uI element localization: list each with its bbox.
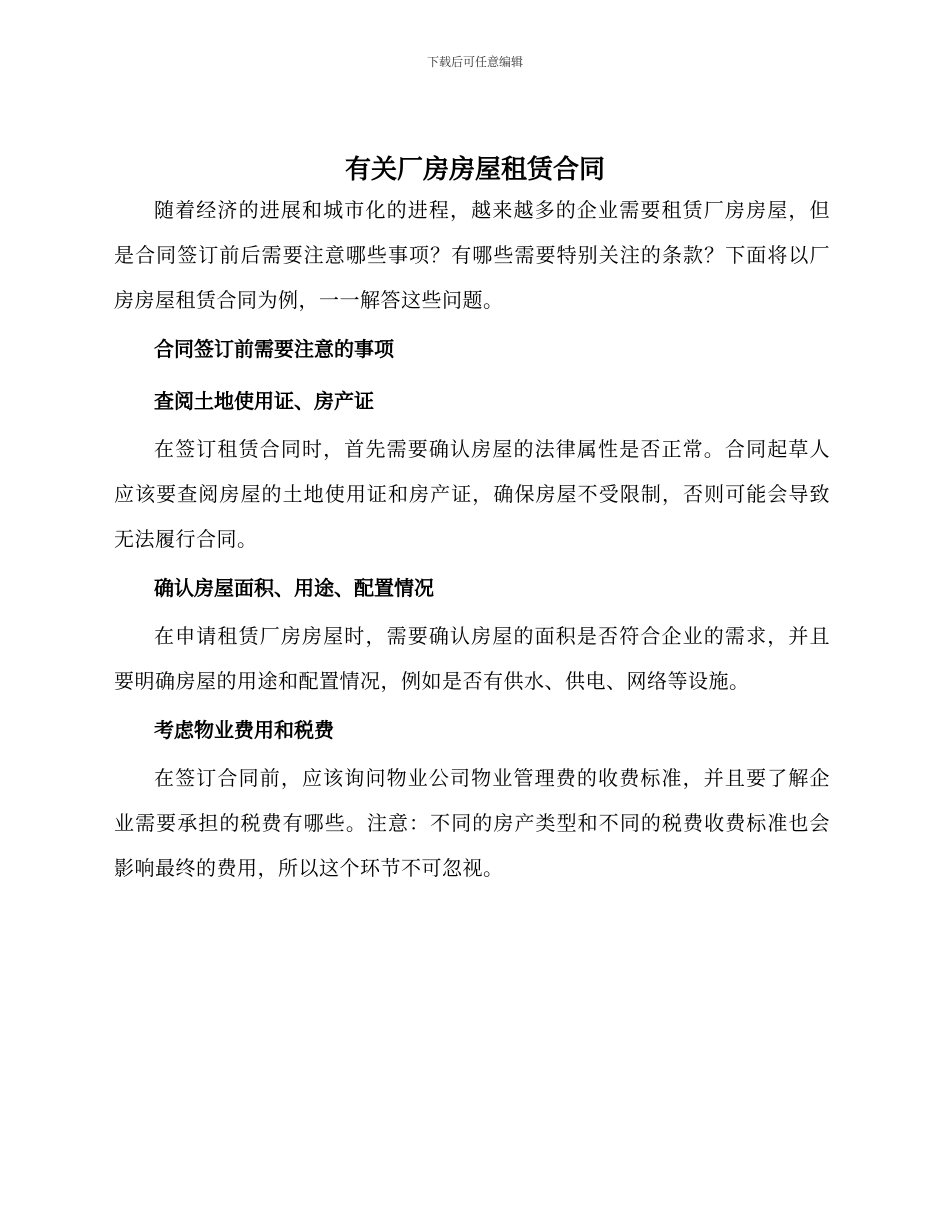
paragraph-area-usage: 在申请租赁厂房房屋时，需要确认房屋的面积是否符合企业的需求，并且要明确房屋的用途和配置情况，例如是否有供水、供电、网络等设施。 [114, 624, 830, 693]
document-title: 有关厂房房屋租赁合同 [344, 155, 605, 185]
section-heading-area-usage: 确认房屋面积、用途、配置情况 [154, 576, 434, 600]
intro-paragraph: 随着经济的进展和城市化的进程，越来越多的企业需要租赁厂房房屋，但是合同签订前后需要注意哪些事项？有哪些需要特别关注的条款？下面将以厂房房屋租赁合同为例，一一解答这些问题。 [114, 198, 830, 312]
section-heading-fees-taxes: 考虑物业费用和税费 [154, 718, 334, 742]
paragraph-fees-taxes: 在签订合同前，应该询问物业公司物业管理费的收费标准，并且要了解企业需要承担的税费有哪些。注意：不同的房产类型和不同的税费收费标准也会影响最终的费用，所以这个环节不可忽视。 [114, 766, 830, 880]
header-note: 下载后可任意编辑 [426, 55, 523, 69]
paragraph-land-certificate: 在签订租赁合同时，首先需要确认房屋的法律属性是否正常。合同起草人应该要查阅房屋的土地使用证和房产证，确保房屋不受限制，否则可能会导致无法履行合同。 [114, 437, 830, 551]
section-heading-land-certificate: 查阅土地使用证、房产证 [154, 389, 374, 413]
document-body [114, 188, 830, 891]
section-heading-pre-signing: 合同签订前需要注意的事项 [154, 337, 394, 361]
